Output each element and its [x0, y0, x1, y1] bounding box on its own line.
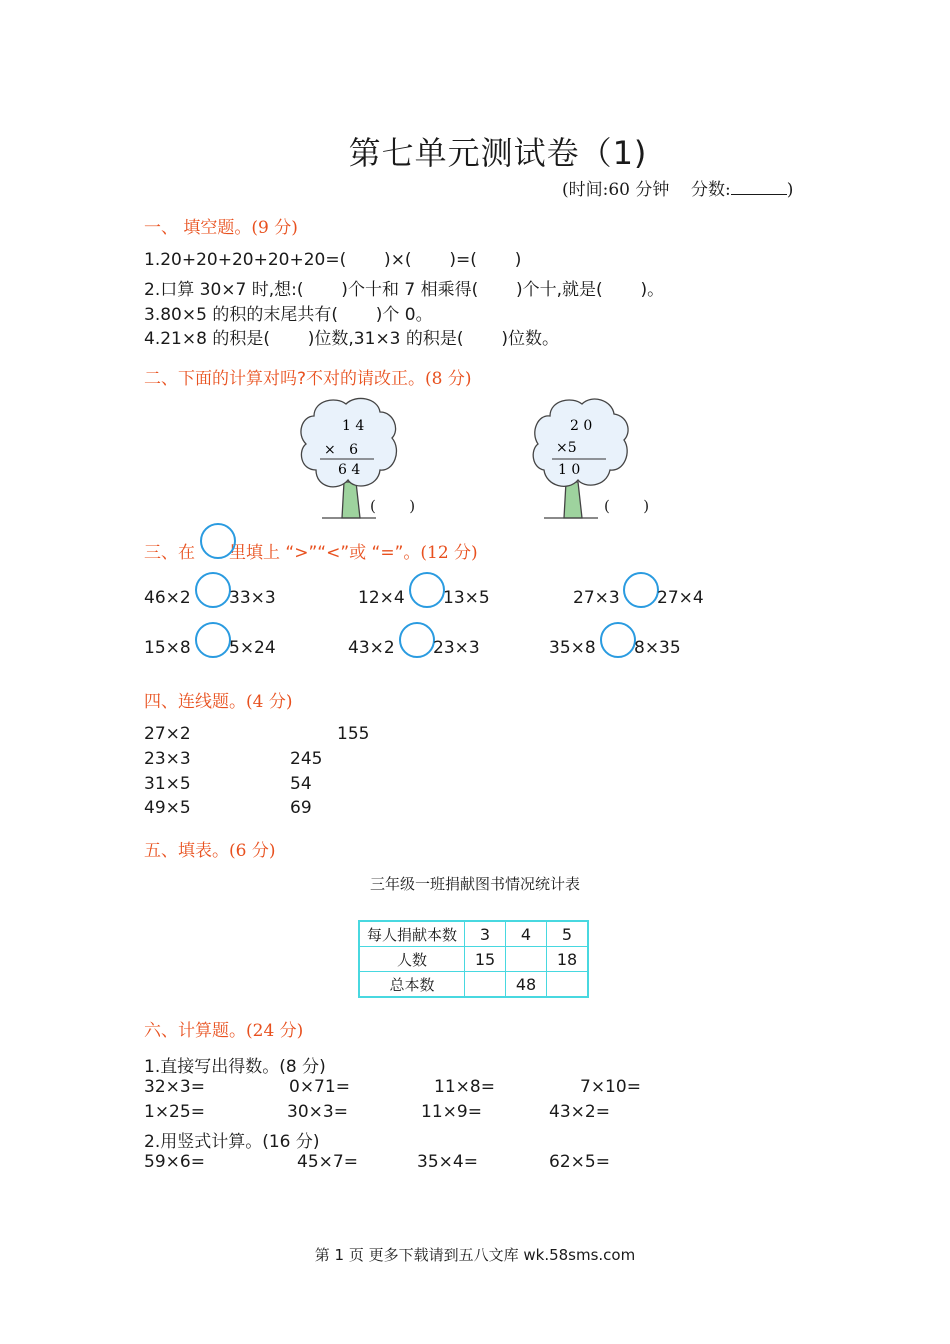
section-3-title-b: 里填上 “>”“<”或 “=”。: [229, 543, 421, 563]
section-3-title-a: 三、在: [144, 543, 195, 563]
tree2-result: 1 0: [558, 462, 581, 478]
table-row: [359, 972, 588, 998]
compare-4-left: 15×8: [144, 638, 191, 658]
compare-4-right: 5×24: [229, 638, 276, 658]
tree2-answer-paren[interactable]: ( ): [604, 497, 650, 515]
match-left-3[interactable]: 31×5: [144, 774, 191, 794]
compare-6-circle[interactable]: [600, 622, 636, 658]
section-3-points: (12 分): [420, 543, 478, 563]
exam-meta: [562, 175, 793, 200]
match-right-2[interactable]: 245: [290, 749, 323, 769]
tree1-op: × 6: [324, 442, 358, 458]
calc-sub-2: 2.用竖式计算。(16 分): [144, 1132, 320, 1152]
table-cell-blank[interactable]: [506, 947, 547, 972]
page-footer: 第 1 页 更多下载请到五八文库 wk.58sms.com: [314, 1246, 636, 1264]
compare-5-left: 43×2: [348, 638, 395, 658]
compare-5-circle[interactable]: [399, 622, 435, 658]
compare-2-right: 13×5: [443, 588, 490, 608]
calc-item: 62×5=: [549, 1152, 610, 1172]
match-left-2[interactable]: 23×3: [144, 749, 191, 769]
calc-item: 7×10=: [580, 1077, 641, 1097]
section-1-title: 一、 填空题。: [144, 218, 252, 238]
page-title: 第七单元测试卷（1): [348, 134, 648, 172]
table-row: [359, 947, 588, 972]
calc-item: 45×7=: [297, 1152, 358, 1172]
table-cell-blank[interactable]: [465, 972, 506, 998]
fill-blank-2: 2.口算 30×7 时,想:( )个十和 7 相乘得( )个十,就是( )。: [144, 280, 665, 300]
compare-3-circle[interactable]: [623, 572, 659, 608]
score-blank[interactable]: [731, 178, 787, 195]
compare-1-left: 46×2: [144, 588, 191, 608]
table-cell-blank[interactable]: [547, 972, 589, 998]
section-6-title: 六、计算题。: [144, 1021, 246, 1041]
compare-2-left: 12×4: [358, 588, 405, 608]
row-header: 人数: [359, 947, 465, 972]
compare-5-right: 23×3: [433, 638, 480, 658]
section-5-title: 五、填表。: [144, 841, 229, 861]
row-header: 每人捐献本数: [359, 921, 465, 947]
compare-6-left: 35×8: [549, 638, 596, 658]
score-label: 分数:: [691, 180, 731, 200]
table-cell: 15: [465, 947, 506, 972]
score-close: ): [786, 180, 794, 200]
calc-item: 35×4=: [417, 1152, 478, 1172]
calc-item: 32×3=: [144, 1077, 205, 1097]
calc-item: 11×8=: [434, 1077, 495, 1097]
compare-1-right: 33×3: [229, 588, 276, 608]
calc-item: 0×71=: [289, 1077, 350, 1097]
table-cell: 5: [547, 921, 589, 947]
section-2-heading: [144, 364, 472, 389]
circle-icon: [200, 523, 236, 559]
calc-item: 1×25=: [144, 1102, 205, 1122]
tree1-top: 1 4: [342, 418, 365, 434]
section-4-points: (4 分): [246, 692, 293, 712]
compare-1-circle[interactable]: [195, 572, 231, 608]
fill-blank-3: 3.80×5 的积的末尾共有( )个 0。: [144, 305, 433, 325]
tree2-op: ×5: [556, 440, 577, 456]
compare-4-circle[interactable]: [195, 622, 231, 658]
row-header: 总本数: [359, 972, 465, 998]
calc-item: 59×6=: [144, 1152, 205, 1172]
match-left-1[interactable]: 27×2: [144, 724, 191, 744]
section-5-points: (6 分): [229, 841, 276, 861]
section-6-points: (24 分): [246, 1021, 304, 1041]
table-cell: 4: [506, 921, 547, 947]
compare-6-right: 8×35: [634, 638, 681, 658]
tree1-result: 6 4: [338, 462, 361, 478]
calc-sub-1: 1.直接写出得数。(8 分): [144, 1057, 326, 1077]
fill-blank-1: 1.20+20+20+20+20=( )×( )=( ): [144, 250, 522, 270]
calc-item: 30×3=: [287, 1102, 348, 1122]
table-row: [359, 921, 588, 947]
match-right-4[interactable]: 69: [290, 798, 312, 818]
calc-item: 11×9=: [421, 1102, 482, 1122]
compare-2-circle[interactable]: [409, 572, 445, 608]
time-label: (时间:60 分钟: [562, 180, 670, 200]
table-cell: 3: [465, 921, 506, 947]
tree1-answer-paren[interactable]: ( ): [370, 497, 416, 515]
table-cell: 18: [547, 947, 589, 972]
statistics-table: [358, 920, 589, 998]
section-4-title: 四、连线题。: [144, 692, 246, 712]
section-5-heading: [144, 836, 275, 861]
table-cell: 48: [506, 972, 547, 998]
match-right-3[interactable]: 54: [290, 774, 312, 794]
match-right-1[interactable]: 155: [337, 724, 370, 744]
section-1-heading: [144, 213, 298, 238]
match-left-4[interactable]: 49×5: [144, 798, 191, 818]
calc-item: 43×2=: [549, 1102, 610, 1122]
section-2-points: (8 分): [425, 369, 472, 389]
fill-blank-4: 4.21×8 的积是( )位数,31×3 的积是( )位数。: [144, 329, 559, 349]
section-2-title: 二、下面的计算对吗?不对的请改正。: [144, 369, 426, 389]
section-3-heading: [144, 538, 478, 563]
section-4-heading: [144, 687, 292, 712]
compare-3-right: 27×4: [657, 588, 704, 608]
compare-3-left: 27×3: [573, 588, 620, 608]
section-1-points: (9 分): [251, 218, 298, 238]
table-title: 三年级一班捐献图书情况统计表: [369, 875, 580, 893]
section-6-heading: [144, 1016, 303, 1041]
tree2-top: 2 0: [570, 418, 593, 434]
